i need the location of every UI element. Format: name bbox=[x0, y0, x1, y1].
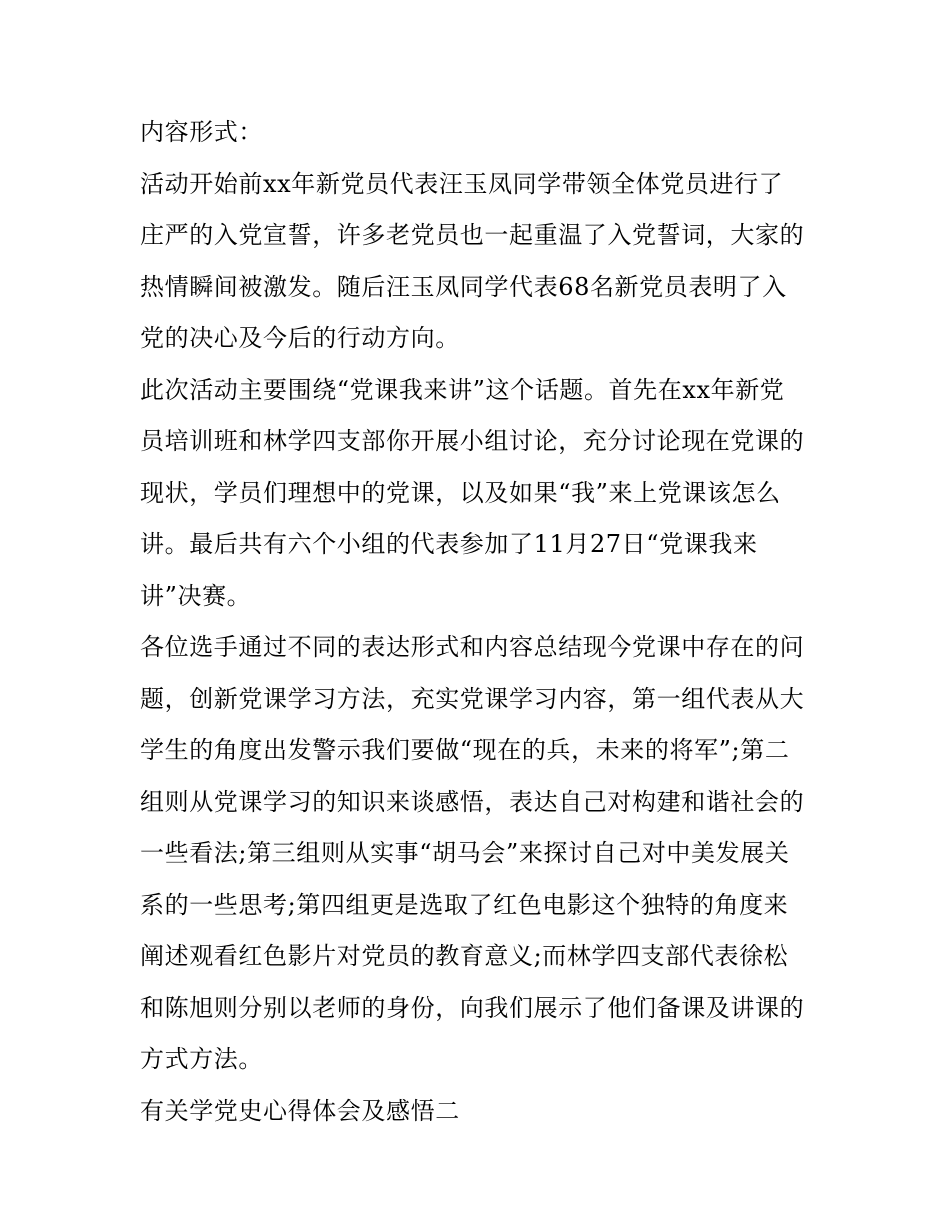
paragraph-contestant-presentations: 各位选手通过不同的表达形式和内容总结现今党课中存在的问 题，创新党课学习方法，充实党课学习内容，第一组代表从大 学生的角度出发警示我们要做“现在的兵，未来的将军”;第二 组则从党课学习的知识来谈感悟，表达自己对构建和谐社会的 一些看法;第三组则从实事“胡马会”来探讨自己对中美发展关 系的一些思考;第四组更是选取了红色电影这个独特的角度来 阐述观看红色影片对党员的教育意义;而林学四支部代表徐松 和陈旭则分别以老师的身份，向我们展示了他们备课及讲课的 方式方法。 bbox=[140, 633, 805, 1073]
paragraph-oath-activity: 活动开始前xx年新党员代表汪玉凤同学带领全体党员进行了 庄严的入党宣誓，许多老党员也一起重温了入党誓词，大家的 热情瞬间被激发。随后汪玉凤同学代表68名新党员表明了入 党的决心及今后的行动方向。 bbox=[140, 169, 805, 352]
paragraph-party-lecture-topic: 此次活动主要围绕“党课我来讲”这个话题。首先在xx年新党 员培训班和林学四支部你开展小组讨论，充分讨论现在党课的 现状，学员们理想中的党课，以及如果“我”来上党课该怎么 讲。最后共有六个小组的代表参加了11月27日“党课我来 讲”决赛。 bbox=[140, 375, 805, 610]
document-body bbox=[140, 107, 820, 1137]
section-heading-part-two: 有关学党史心得体会及感悟二 bbox=[140, 1096, 460, 1125]
section-heading-content-form: 内容形式： bbox=[140, 118, 263, 146]
